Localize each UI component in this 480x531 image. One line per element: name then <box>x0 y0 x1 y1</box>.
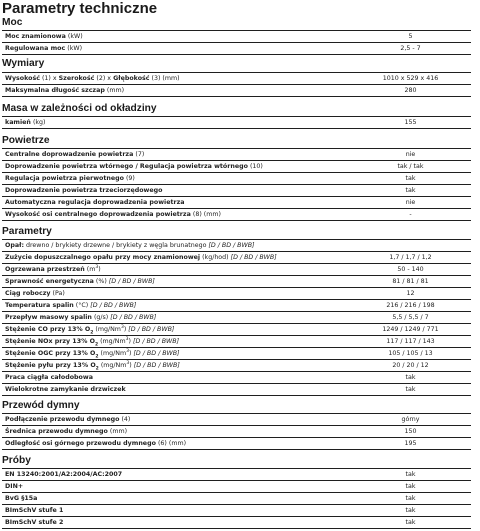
param-label: Podłączenie przewodu dymnego (4) <box>2 414 350 426</box>
param-label: Stężenie OGC przy 13% $O_2$ (mg/Nm$^3$) [D / BD / BWB] <box>2 348 350 360</box>
table-row <box>2 264 471 276</box>
param-label: Praca ciągła całodobowa <box>2 372 350 384</box>
table-masa <box>2 116 471 129</box>
param-value: nie <box>350 149 471 161</box>
table-przewod-dymny <box>2 413 471 450</box>
param-value: - <box>350 209 471 221</box>
table-row <box>2 276 471 288</box>
param-value: 155 <box>350 117 471 129</box>
table-row <box>2 336 471 348</box>
table-row <box>2 185 471 197</box>
param-value: 12 <box>350 288 471 300</box>
table-wymiary <box>2 72 471 97</box>
section-title-moc: Moc <box>2 17 23 28</box>
param-label: Regulacja powietrza pierwotnego (9) <box>2 173 350 185</box>
param-value: 280 <box>350 85 471 97</box>
table-row <box>2 73 471 85</box>
param-label: DIN+ <box>2 481 350 493</box>
param-label: Przepływ masowy spalin (g/s) [D / BD / BWB] <box>2 312 350 324</box>
param-value: 216 / 216 / 198 <box>350 300 471 312</box>
section-title-powietrze: Powietrze <box>2 135 50 146</box>
param-label: Odległość osi górnego przewodu dymnego (6) (mm) <box>2 438 350 450</box>
table-proby <box>2 468 471 529</box>
param-value: tak <box>350 372 471 384</box>
table-parametry <box>2 239 471 396</box>
param-value: 105 / 105 / 13 <box>350 348 471 360</box>
param-value: 2,5 - 7 <box>350 43 471 55</box>
table-row <box>2 517 471 529</box>
param-value: nie <box>350 197 471 209</box>
param-value: tak <box>350 517 471 529</box>
table-row <box>2 426 471 438</box>
param-label: Temperatura spalin (°C) [D / BD / BWB] <box>2 300 350 312</box>
param-value: tak <box>350 173 471 185</box>
param-value: tak <box>350 481 471 493</box>
param-label: Regulowana moc (kW) <box>2 43 350 55</box>
table-row <box>2 197 471 209</box>
section-title-parametry: Parametry <box>2 226 52 237</box>
param-label: Automatyczna regulacja doprowadzenia powietrza <box>2 197 350 209</box>
table-row <box>2 348 471 360</box>
table-row <box>2 360 471 372</box>
param-value: tak <box>350 384 471 396</box>
param-value: 1010 x 529 x 416 <box>350 73 471 85</box>
param-value: 1,7 / 1,7 / 1,2 <box>350 252 471 264</box>
param-label: BImSchV stufe 1 <box>2 505 350 517</box>
table-moc <box>2 30 471 55</box>
param-label: Stężenie NOx przy 13% $O_2$ (mg/Nm$^3$) [D / BD / BWB] <box>2 336 350 348</box>
table-row <box>2 85 471 97</box>
param-value: 150 <box>350 426 471 438</box>
param-label: BvG §15a <box>2 493 350 505</box>
param-value: tak <box>350 505 471 517</box>
param-value: górny <box>350 414 471 426</box>
param-value: 1249 / 1249 / 771 <box>350 324 471 336</box>
table-row <box>2 173 471 185</box>
param-label: Sprawność energetyczna (%) [D / BD / BWB] <box>2 276 350 288</box>
table-row <box>2 161 471 173</box>
param-value: 5,5 / 5,5 / 7 <box>350 312 471 324</box>
param-value: 50 - 140 <box>350 264 471 276</box>
table-row <box>2 384 471 396</box>
param-label: EN 13240:2001/A2:2004/AC:2007 <box>2 469 350 481</box>
param-label: Stężenie pyłu przy 13% $O_2$ (mg/Nm$^3$) [D / BD / BWB] <box>2 360 350 372</box>
section-title-wymiary: Wymiary <box>2 58 45 69</box>
param-label: Średnica przewodu dymnego (mm) <box>2 426 350 438</box>
table-powietrze <box>2 148 471 221</box>
param-value: 117 / 117 / 143 <box>350 336 471 348</box>
section-title-masa: Masa w zależności od okładziny <box>2 103 157 114</box>
param-value: tak <box>350 185 471 197</box>
section-title-przewod-dymny: Przewód dymny <box>2 400 80 411</box>
param-label: Wysokość (1) x Szerokość (2) x Głębokość (3) (mm) <box>2 73 350 85</box>
table-row <box>2 117 471 129</box>
table-row <box>2 493 471 505</box>
param-label: Ogrzewana przestrzeń $(m^3)$ <box>2 264 350 276</box>
table-row <box>2 469 471 481</box>
param-value: tak <box>350 493 471 505</box>
section-title-proby: Próby <box>2 455 31 466</box>
param-label: Ciąg roboczy (Pa) <box>2 288 350 300</box>
table-row <box>2 288 471 300</box>
table-row <box>2 481 471 493</box>
param-label: Doprowadzenie powietrza trzeciorzędowego <box>2 185 350 197</box>
param-label: Moc znamionowa (kW) <box>2 31 350 43</box>
table-row <box>2 209 471 221</box>
param-value: 195 <box>350 438 471 450</box>
param-label: kamień (kg) <box>2 117 350 129</box>
param-value: tak <box>350 469 471 481</box>
table-row <box>2 505 471 517</box>
table-row <box>2 414 471 426</box>
table-row <box>2 31 471 43</box>
table-row <box>2 149 471 161</box>
param-value: 5 <box>350 31 471 43</box>
table-row <box>2 252 471 264</box>
param-label: Wysokość osi centralnego doprowadzenia powietrza (8) (mm) <box>2 209 350 221</box>
table-row <box>2 372 471 384</box>
param-value: 20 / 20 / 12 <box>350 360 471 372</box>
table-row <box>2 43 471 55</box>
param-label: Wielokrotne zamykanie drzwiczek <box>2 384 350 396</box>
param-label: Maksymalna długość szczap (mm) <box>2 85 350 97</box>
param-value: 81 / 81 / 81 <box>350 276 471 288</box>
param-label: BImSchV stufe 2 <box>2 517 350 529</box>
param-label: Doprowadzenie powietrza wtórnego / Regulacja powietrza wtórnego (10) <box>2 161 350 173</box>
param-label: Opał: drewno / brykiety drzewne / brykiety z węgla brunatnego [D / BD / BWB] <box>2 240 471 252</box>
table-row <box>2 324 471 336</box>
page-title: Parametry techniczne <box>2 0 158 17</box>
table-row <box>2 312 471 324</box>
table-row <box>2 300 471 312</box>
table-row <box>2 438 471 450</box>
param-label: Centralne doprowadzenie powietrza (7) <box>2 149 350 161</box>
param-label: Stężenie CO przy 13% $O_2$ (mg/Nm$^3$) [D / BD / BWB] <box>2 324 350 336</box>
table-row <box>2 240 471 252</box>
param-value: tak / tak <box>350 161 471 173</box>
param-label: Zużycie dopuszczalnego opału przy mocy znamionowej (kg/hod) [D / BD / BWB] <box>2 252 350 264</box>
